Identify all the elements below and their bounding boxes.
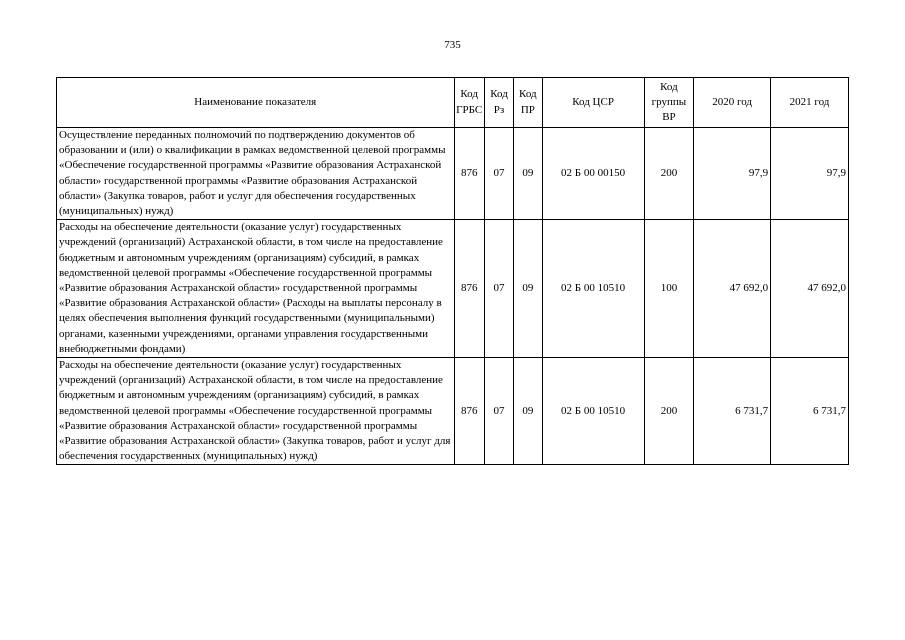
row-name: Расходы на обеспечение деятельности (оказание услуг) государственных учреждений (организаций) Астраханской области, в том числе на предоставление бюджетным и автономным учреждениям (организациям) субсидий, в рамках ведомственной целевой программы «Обеспечение государственной программы «Развитие образования Астраханской области» государственной программы «Развитие образования Астраханской области» (Расходы на выплаты персоналу в целях обеспечения выполнения функций государственными (муниципальными) органами, казенными учреждениями, органами управления государственными внебюджетными фондами) <box>57 220 455 358</box>
row-rz: 07 <box>484 220 513 358</box>
page-number: 735 <box>444 39 461 51</box>
row-pr: 09 <box>514 358 542 465</box>
table-header-row <box>57 78 849 128</box>
row-2021: 97,9 <box>771 128 849 220</box>
header-name: Наименование показателя <box>57 78 455 128</box>
row-csr: 02 Б 00 00150 <box>542 128 644 220</box>
row-name: Осуществление переданных полномочий по подтверждению документов об образовании и (или) о квалификации в рамках ведомственной целевой программы «Обеспечение государственной программы «Развитие образования Астраханской области» государственной программы «Развитие образования Астраханской области» (Закупка товаров, работ и услуг для обеспечения государственных (муниципальных) нужд) <box>57 128 455 220</box>
row-2021: 6 731,7 <box>771 358 849 465</box>
header-2020: 2020 год <box>694 78 771 128</box>
table-row <box>57 220 849 358</box>
row-vr: 200 <box>644 128 694 220</box>
row-grbs: 876 <box>454 128 484 220</box>
row-csr: 02 Б 00 10510 <box>542 220 644 358</box>
row-2020: 6 731,7 <box>694 358 771 465</box>
row-grbs: 876 <box>454 220 484 358</box>
row-vr: 100 <box>644 220 694 358</box>
header-pr: Код ПР <box>514 78 542 128</box>
header-vr: Код группы ВР <box>644 78 694 128</box>
header-2021: 2021 год <box>771 78 849 128</box>
header-csr: Код ЦСР <box>542 78 644 128</box>
row-csr: 02 Б 00 10510 <box>542 358 644 465</box>
row-2021: 47 692,0 <box>771 220 849 358</box>
row-rz: 07 <box>484 128 513 220</box>
row-2020: 97,9 <box>694 128 771 220</box>
table-row <box>57 358 849 465</box>
row-vr: 200 <box>644 358 694 465</box>
row-2020: 47 692,0 <box>694 220 771 358</box>
table-row <box>57 128 849 220</box>
row-pr: 09 <box>514 220 542 358</box>
header-rz: Код Рз <box>484 78 513 128</box>
budget-table <box>56 77 849 465</box>
row-rz: 07 <box>484 358 513 465</box>
row-pr: 09 <box>514 128 542 220</box>
row-grbs: 876 <box>454 358 484 465</box>
header-grbs: Код ГРБС <box>454 78 484 128</box>
row-name: Расходы на обеспечение деятельности (оказание услуг) государственных учреждений (организаций) Астраханской области, в том числе на предоставление бюджетным и автономным учреждениям (организациям) субсидий, в рамках ведомственной целевой программы «Обеспечение государственной программы «Развитие образования Астраханской области» государственной программы «Развитие образования Астраханской области» (Закупка товаров, работ и услуг для обеспечения государственных (муниципальных) нужд) <box>57 358 455 465</box>
